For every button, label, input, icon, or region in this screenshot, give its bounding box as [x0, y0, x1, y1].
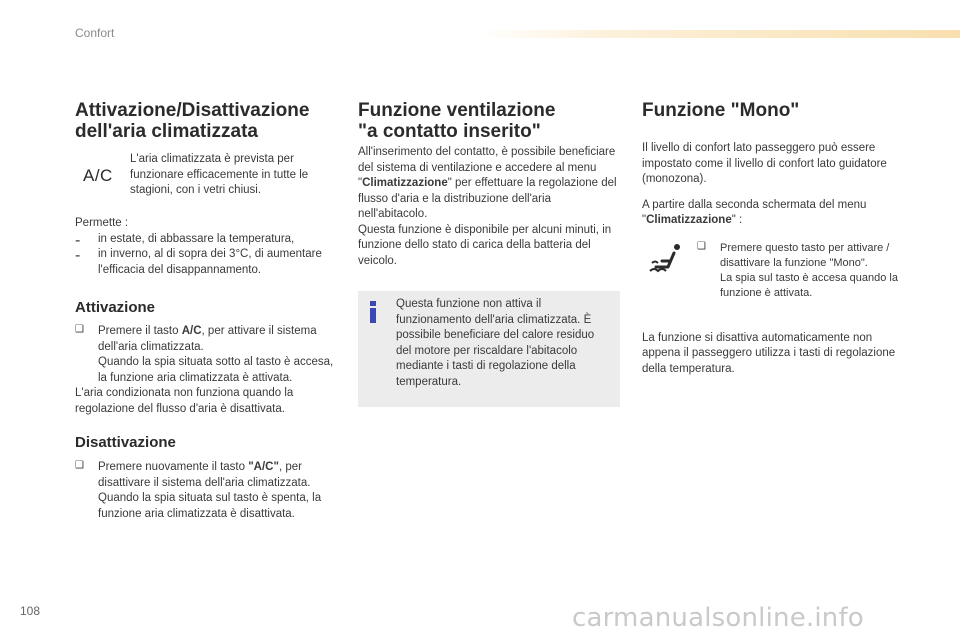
activation-step-detail: Quando la spia situata sotto al tasto è accesa, la funzione aria climatizzata è attivata. [98, 356, 334, 384]
page-number: 108 [20, 604, 41, 618]
arrow-marker-icon: ❑ [697, 240, 706, 252]
step-prefix: Premere nuovamente il tasto [98, 461, 249, 473]
title-line: Funzione ventilazione [358, 100, 556, 121]
column-mono [642, 100, 912, 377]
mono-title: Funzione "Mono" [642, 100, 800, 121]
ac-button-icon: A/C [83, 166, 113, 185]
activation-step [75, 324, 345, 386]
mono-step [697, 241, 912, 301]
activation-heading: Attivazione [75, 299, 156, 316]
dash-item-text: in inverno, al di sopra dei 3°C, di aumentare l'efficacia del disappannamento. [98, 248, 322, 276]
dash-item-text: in estate, di abbassare la temperatura, [98, 232, 295, 245]
info-text: Questa funzione non attiva il funzionamento dell'aria climatizzata. È possibile beneficiare del calore residuo del motore per riscaldare l'abitacolo mediante i tasti di regolazione della temperatura. [396, 298, 595, 388]
text-part: All'inserimento del contatto, è possibile beneficiare del sistema di ventilazione e accedere al menu " [358, 146, 616, 189]
step-key: A/C [181, 325, 202, 337]
ventilation-title [358, 100, 620, 142]
arrow-marker-icon: ❑ [75, 324, 84, 335]
column-ventilation [358, 100, 620, 407]
mono-auto-off: La funzione si disattiva automaticamente non appena il passeggero utilizza i tasti di regolazione della temperatura. [642, 331, 896, 375]
title-line: "a contatto inserito" [358, 121, 541, 142]
dash-item [75, 232, 345, 248]
info-box [358, 291, 620, 407]
text-part: A partire dalla seconda schermata del menu " [642, 198, 867, 226]
mono-intro: Il livello di confort lato passeggero può essere impostato come il livello di confort lato guidatore (monozona). [642, 142, 887, 185]
ventilation-availability: Questa funzione è disponibile per alcuni minuti, in funzione dello stato di carica della batteria del veicolo. [358, 223, 612, 267]
deactivation-step-detail: Quando la spia situata sul tasto è spenta, la funzione aria climatizzata è disattivata. [98, 492, 322, 520]
dash-marker: - [75, 247, 81, 264]
mono-seat-icon [648, 241, 682, 273]
step-prefix: Premere il tasto [98, 325, 182, 337]
text-part: " per effettuare la regolazione del flusso d'aria e la distribuzione dell'aria nell'abitacolo. [358, 177, 617, 220]
mono-menu-instruction [642, 198, 912, 229]
dash-item [75, 247, 345, 278]
ac-intro-block [75, 152, 345, 202]
dash-marker: - [75, 231, 81, 249]
ac-intro-text: L'aria climatizzata è prevista per funzionare efficacemente in tutte le stagioni, con i vetri chiusi. [130, 153, 309, 196]
mono-step-text: Premere questo tasto per attivare / disattivare la funzione "Mono". [720, 241, 890, 269]
activation-step-text [98, 324, 345, 355]
step-suffix: , per attivare il sistema dell'aria climatizzata. [98, 325, 317, 353]
column-ac [75, 100, 345, 522]
ventilation-paragraph [358, 145, 620, 223]
text-part: " : [731, 214, 743, 226]
activation-note: L'aria condizionata non funziona quando la regolazione del flusso d'aria è disattivata. [75, 387, 294, 415]
menu-name: Climatizzazione [646, 214, 732, 226]
ac-title: Attivazione/Disattivazione dell'aria climatizzata [75, 100, 310, 142]
deactivation-step-text [98, 460, 345, 491]
mono-step-text-wrap [697, 241, 912, 301]
step-key: "A/C" [248, 461, 279, 473]
section-label: Confort [75, 26, 115, 40]
mono-step-detail: La spia sul tasto è accesa quando la funzione è attivata. [720, 271, 898, 299]
arrow-marker-icon: ❑ [75, 460, 84, 471]
mono-step-block [642, 241, 912, 311]
watermark: carmanualsonline.info [572, 603, 864, 633]
permette-label: Permette : [75, 217, 129, 229]
info-icon [367, 301, 379, 323]
header-decoration-bar [480, 30, 960, 38]
deactivation-step [75, 460, 345, 522]
step-suffix: , per disattivare il sistema dell'aria climatizzata. [98, 461, 311, 489]
menu-name: Climatizzazione [362, 177, 448, 189]
deactivation-heading: Disattivazione [75, 434, 176, 451]
